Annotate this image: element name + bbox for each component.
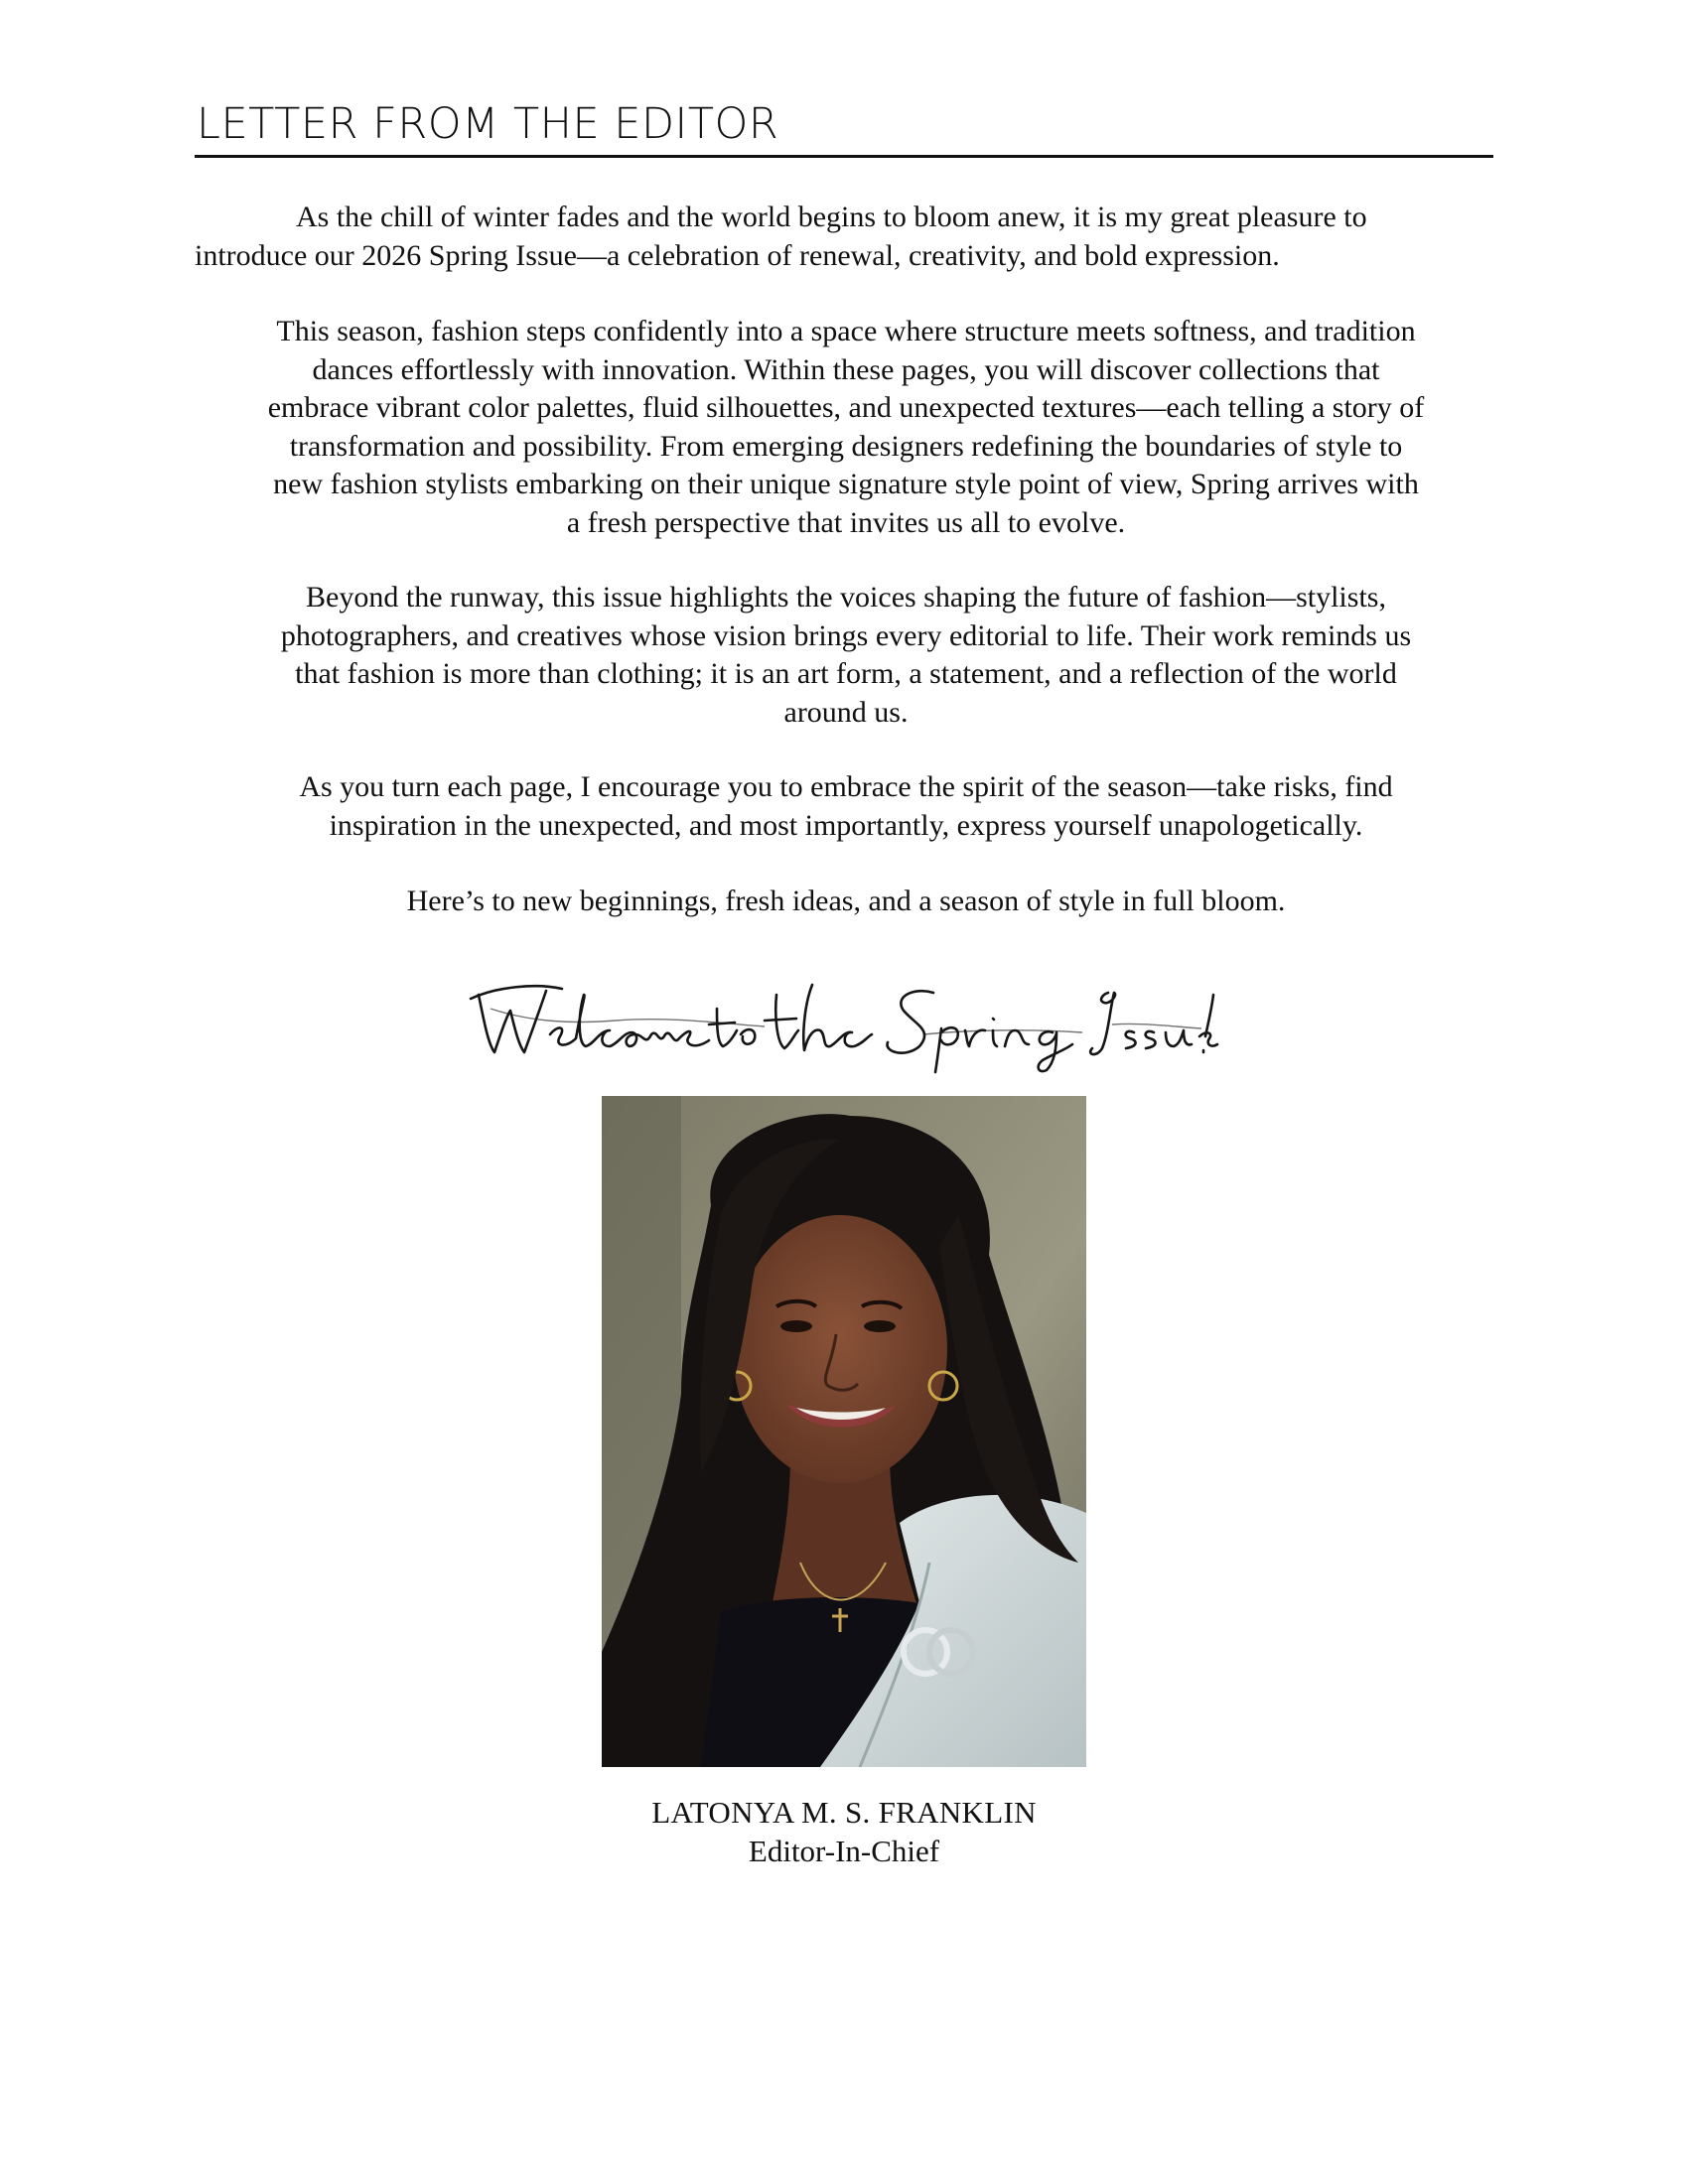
heading-rule	[195, 155, 1493, 158]
paragraph-line: embrace vibrant color palettes, fluid silhouettes, and unexpected textures—each telling a story of	[267, 391, 1425, 424]
page-title: LETTER FROM THE EDITOR	[197, 99, 779, 149]
editor-name: LATONYA M. S. FRANKLIN	[651, 1795, 1037, 1830]
editor-portrait-photo	[602, 1096, 1086, 1767]
paragraph-line: Here’s to new beginnings, fresh ideas, and a season of style in full bloom.	[406, 885, 1286, 917]
paragraph-line: This season, fashion steps confidently into a space where structure meets softness, and tradition	[276, 315, 1416, 347]
paragraph-line: that fashion is more than clothing; it is an art form, a statement, and a reflection of the world	[295, 657, 1397, 690]
paragraph-line: a fresh perspective that invites us all to evolve.	[566, 505, 1126, 539]
paragraph-line: new fashion stylists embarking on their unique signature style point of view, Spring arrives with	[273, 468, 1419, 500]
handwritten-welcome-signature	[467, 965, 1221, 1074]
paragraph-line: inspiration in the unexpected, and most importantly, express yourself unapologetically.	[329, 808, 1363, 842]
paragraph-runway	[195, 579, 1497, 732]
paragraph-closing	[195, 883, 1497, 921]
paragraph-encourage	[195, 768, 1497, 845]
paragraph-line: transformation and possibility. From emerging designers redefining the boundaries of style to	[289, 429, 1403, 463]
paragraph-line: As the chill of winter fades and the world begins to bloom anew, it is my great pleasure to	[296, 201, 1367, 233]
paragraph-line: photographers, and creatives whose vision brings every editorial to life. Their work reminds us	[280, 618, 1412, 652]
editor-title: Editor-In-Chief	[748, 1834, 940, 1868]
paragraph-line: around us.	[783, 695, 909, 729]
paragraph-intro	[195, 199, 1497, 275]
paragraph-line: As you turn each page, I encourage you to embrace the spirit of the season—take risks, find	[299, 770, 1393, 803]
paragraph-season	[195, 313, 1497, 542]
paragraph-line: dances effortlessly with innovation. Within these pages, you will discover collections that	[312, 352, 1380, 386]
paragraph-line: Beyond the runway, this issue highlights the voices shaping the future of fashion—stylists,	[306, 581, 1386, 614]
paragraph-line: introduce our 2026 Spring Issue—a celebration of renewal, creativity, and bold expression.	[195, 238, 1280, 272]
